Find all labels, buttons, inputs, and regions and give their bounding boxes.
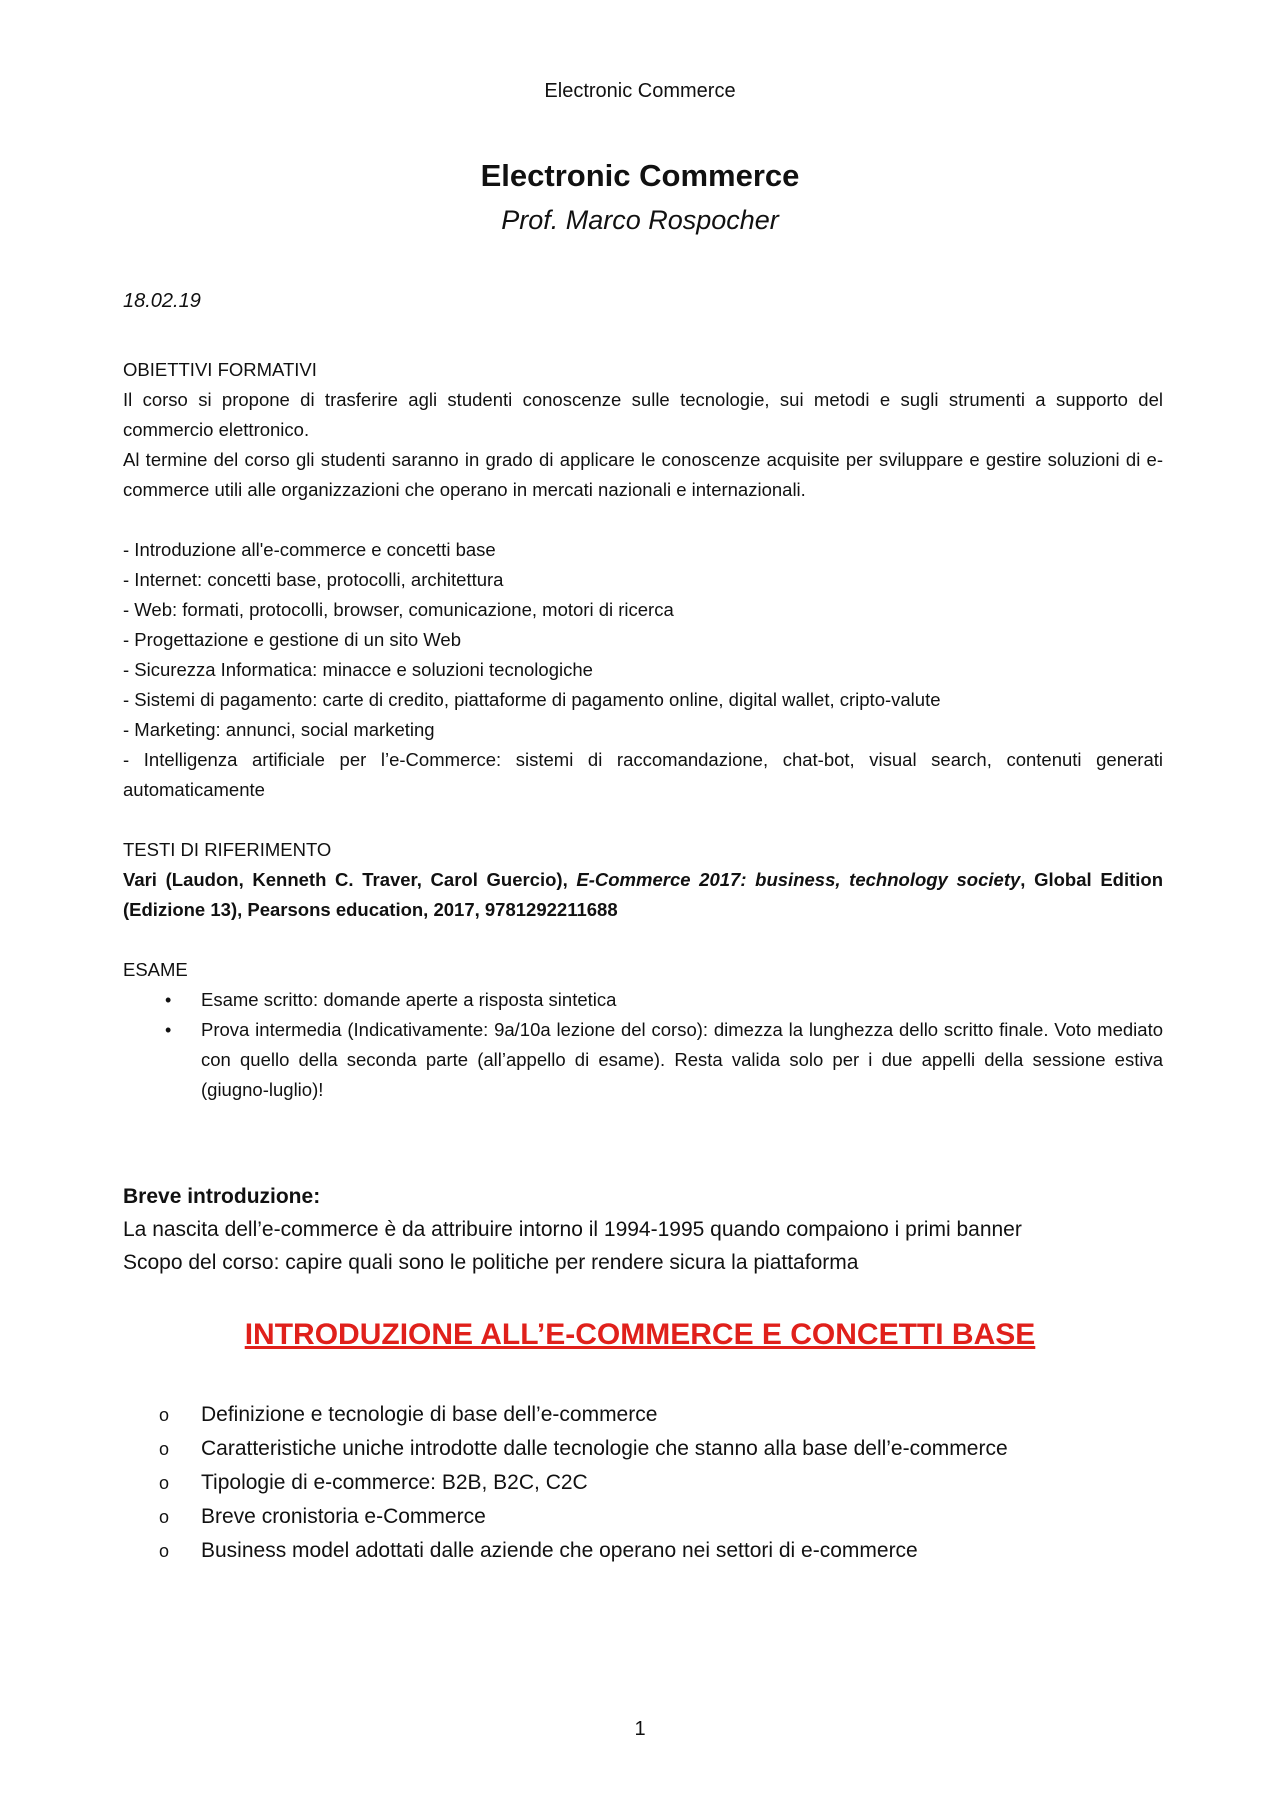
esame-item: • Esame scritto: domande aperte a risposta sintetica <box>123 985 1163 1015</box>
esame-label: ESAME <box>123 959 188 980</box>
circle-bullet-icon: o <box>159 1439 170 1459</box>
chapter-topic-list <box>123 1398 1163 1568</box>
testi-label: TESTI DI RIFERIMENTO <box>123 839 332 860</box>
program-item: - Progettazione e gestione di un sito Web <box>123 629 462 650</box>
intro-section <box>123 1180 1163 1279</box>
page-number: 1 <box>634 1718 646 1740</box>
chapter-topic-text: Breve cronistoria e-Commerce <box>201 1505 486 1528</box>
testi-authors: Vari (Laudon, Kenneth C. Traver, Carol Guercio), <box>123 869 577 890</box>
chapter-topic <box>123 1500 1163 1534</box>
document-subtitle: Prof. Marco Rospocher <box>501 205 779 235</box>
chapter-heading: INTRODUZIONE ALL’E-COMMERCE E CONCETTI BASE <box>244 1318 1036 1351</box>
program-item: - Internet: concetti base, protocolli, architettura <box>123 569 504 590</box>
chapter-topic-text: Tipologie di e-commerce: B2B, B2C, C2C <box>201 1471 588 1494</box>
chapter-topic <box>123 1398 1163 1432</box>
chapter-topic-text: Caratteristiche uniche introdotte dalle tecnologie che stanno alla base dell’e-commerce <box>201 1437 1008 1460</box>
esame-item: • Prova intermedia (Indicativamente: 9a/10a lezione del corso): dimezza la lunghezza dello scritto finale. Voto mediato con quello della seconda parte (all’appello di esame). Resta valida solo per i due appelli della sessione estiva (giugno-luglio)! <box>123 1015 1163 1105</box>
obiettivi-label: OBIETTIVI FORMATIVI <box>123 359 317 380</box>
course-description <box>123 355 1163 1105</box>
testi-reference <box>123 865 1163 925</box>
circle-bullet-icon: o <box>159 1473 170 1493</box>
running-header: Electronic Commerce <box>544 80 736 102</box>
circle-bullet-icon: o <box>159 1541 170 1561</box>
testi-book-title: E-Commerce 2017: business, technology society <box>576 869 1021 890</box>
circle-bullet-icon: o <box>159 1507 170 1527</box>
chapter-topic <box>123 1432 1163 1466</box>
circle-bullet-icon: o <box>159 1405 170 1425</box>
chapter-topic <box>123 1466 1163 1500</box>
obiettivi-paragraph-1: Il corso si propone di trasferire agli studenti conoscenze sulle tecnologie, sui metodi e sugli strumenti a supporto del commercio elettronico. <box>123 389 1163 440</box>
program-item: - Sistemi di pagamento: carte di credito, piattaforme di pagamento online, digital wallet, cripto-valute <box>123 689 941 710</box>
program-item: - Marketing: annunci, social marketing <box>123 719 435 740</box>
intro-line-2: Scopo del corso: capire quali sono le politiche per rendere sicura la piattaforma <box>123 1251 859 1274</box>
chapter-topic <box>123 1534 1163 1568</box>
program-item: - Sicurezza Informatica: minacce e soluzioni tecnologiche <box>123 659 593 680</box>
program-item: - Intelligenza artificiale per l’e-Commerce: sistemi di raccomandazione, chat-bot, visual search, contenuti generati automaticamente <box>123 749 1163 800</box>
chapter-topic-text: Business model adottati dalle aziende che operano nei settori di e-commerce <box>201 1539 918 1562</box>
esame-list <box>123 985 1163 1105</box>
intro-line-1: La nascita dell’e-commerce è da attribuire intorno il 1994-1995 quando compaiono i primi banner <box>123 1218 1022 1241</box>
intro-title: Breve introduzione: <box>123 1185 321 1208</box>
program-item: - Web: formati, protocolli, browser, comunicazione, motori di ricerca <box>123 599 674 620</box>
program-item: - Introduzione all'e-commerce e concetti base <box>123 539 496 560</box>
document-title: Electronic Commerce <box>480 158 800 193</box>
obiettivi-paragraph-2: Al termine del corso gli studenti saranno in grado di applicare le conoscenze acquisite per sviluppare e gestire soluzioni di e-commerce utili alle organizzazioni che operano in mercati nazionali e internazionali. <box>123 449 1163 500</box>
chapter-topic-text: Definizione e tecnologie di base dell’e-commerce <box>201 1403 658 1426</box>
program-list <box>123 535 1163 805</box>
lecture-date: 18.02.19 <box>123 290 201 312</box>
testi-details: , Global Edition (Edizione 13), Pearsons education, 2017, 9781292211688 <box>123 869 1163 920</box>
